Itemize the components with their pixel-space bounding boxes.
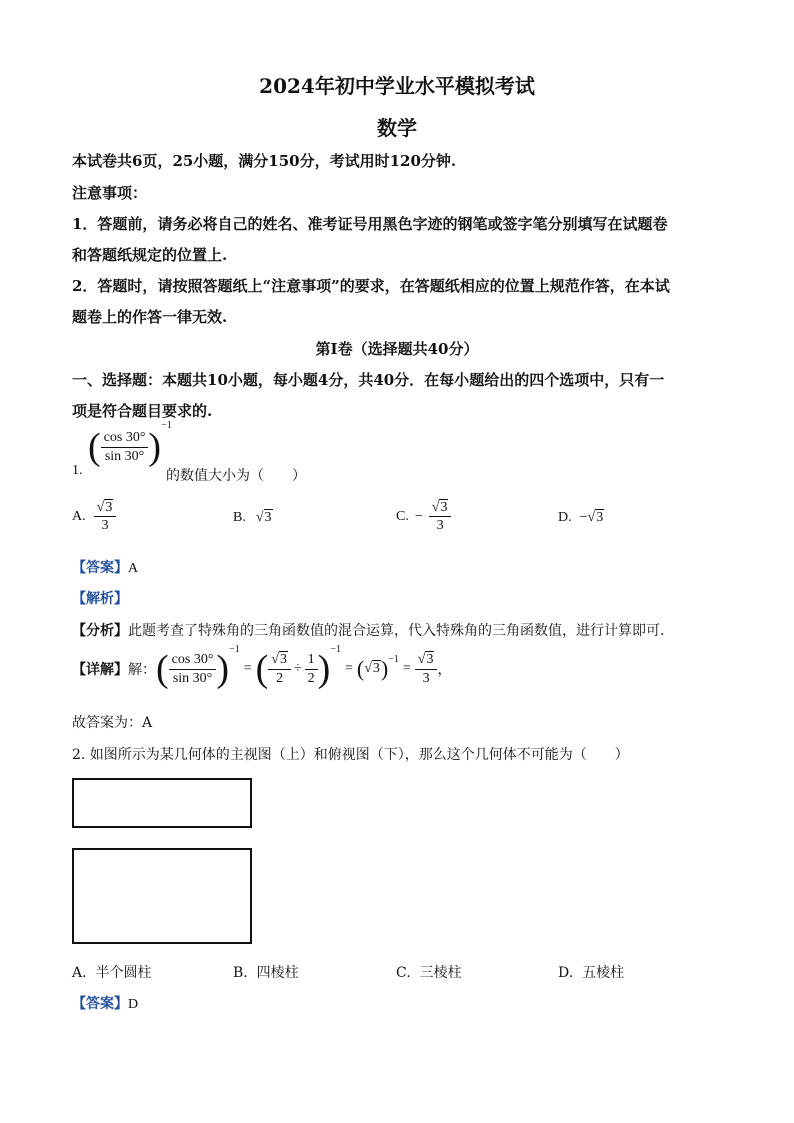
option-text: 五棱柱: [582, 965, 625, 981]
option-label: B.: [233, 510, 246, 525]
q1-answer: [72, 557, 138, 577]
q1-exponent: −1: [161, 419, 172, 431]
section-desc-line-2: 项是符合题目要求的.: [72, 402, 213, 420]
front-view-rectangle: [72, 778, 252, 828]
fenxi-text: 此题考查了特殊角的三角函数值的混合运算，代入特殊角的三角函数值，进行计算即可.: [128, 623, 665, 639]
detail-tag: 【详解】: [72, 662, 128, 678]
left-paren: (: [88, 426, 101, 468]
note-2-line-2: 题卷上的作答一律无效.: [72, 308, 228, 326]
analysis-tag: 【解析】: [72, 591, 128, 607]
section-desc-line-1: 一、选择题：本题共10小题，每小题4分，共40分．在每小题给出的四个选项中，只有一: [72, 371, 665, 389]
section-heading: 第Ⅰ卷（选择题共40分）: [315, 340, 479, 358]
q1-conclusion: 故答案为：A: [72, 715, 153, 731]
fenxi-tag: 【分析】: [72, 623, 128, 639]
note-1-line-1: 1．答题前，请务必将自己的姓名、准考证号用黑色字迹的钢笔或签字笔分别填写在试题卷: [72, 215, 668, 233]
q1-number: 1.: [72, 463, 83, 478]
q2-option-a[interactable]: [72, 962, 151, 982]
answer-tag: 【答案】: [72, 996, 128, 1012]
note-1-line-2: 和答题纸规定的位置上.: [72, 246, 228, 264]
option-label: B.: [233, 965, 248, 981]
q1-fraction: [101, 430, 149, 464]
option-label: D.: [558, 965, 574, 981]
q1-stem-tail: 的数值大小为（ ）: [166, 468, 306, 484]
option-label: A.: [72, 965, 87, 981]
right-paren: ): [148, 426, 162, 468]
q1-frac-numerator: cos 30°: [101, 430, 149, 447]
top-view-rectangle: [72, 848, 252, 944]
note-2-line-1: 2．答题时，请按照答题纸上“注意事项”的要求，在答题纸相应的位置上规范作答，在本试: [72, 277, 670, 295]
q1-expression: [88, 419, 172, 468]
page-title: 2024年初中学业水平模拟考试: [259, 74, 535, 98]
option-text: 半个圆柱: [95, 965, 152, 981]
q1-option-c[interactable]: C. − $\frac{√3}{3}$: [396, 500, 451, 534]
option-label: C.: [396, 965, 411, 981]
option-text: 三棱柱: [419, 965, 462, 981]
q2-stem: 2. 如图所示为某几何体的主视图（上）和俯视图（下），那么这个几何体不可能为（ ）: [72, 747, 629, 763]
exam-info: 本试卷共6页，25小题，满分150分，考试用时120分钟.: [72, 152, 457, 170]
option-c-value: $\frac{√3}{3}$: [429, 500, 452, 534]
option-label: C.: [396, 508, 409, 524]
q2-option-c[interactable]: [396, 962, 462, 982]
q1-frac-denominator: sin 30°: [104, 448, 145, 464]
detail-prefix: 解：: [128, 662, 156, 678]
option-label: D.: [558, 510, 572, 525]
detail-formula: ( $\frac{\cos 30^\circ}{\sin 30^\circ}$ ) −1 = ( $\frac{√3}{2}$ ÷ $\frac{1}{2}$ ) −1 = ( √3 ) −1 = $\frac{√3}{3}$ ，: [156, 643, 452, 690]
subject-title: 数学: [377, 116, 417, 140]
option-b-value: √3: [255, 510, 272, 525]
option-text: 四棱柱: [256, 965, 299, 981]
answer-value: D: [128, 997, 139, 1012]
answer-value: A: [128, 561, 139, 576]
notes-heading: 注意事项：: [72, 184, 148, 202]
q1-option-a[interactable]: [72, 500, 116, 534]
q1-option-b[interactable]: [233, 510, 273, 526]
answer-tag: 【答案】: [72, 560, 128, 576]
q2-option-b[interactable]: [233, 962, 299, 982]
q1-option-d[interactable]: [558, 510, 604, 526]
q2-option-d[interactable]: [558, 962, 624, 982]
q1-fenxi: [72, 620, 664, 640]
q2-answer: [72, 993, 138, 1013]
option-a-value: $\frac{√3}{3}$: [94, 500, 117, 534]
option-d-value: −√3: [579, 510, 604, 525]
q1-detail: [72, 643, 452, 690]
option-label: A.: [72, 508, 86, 524]
